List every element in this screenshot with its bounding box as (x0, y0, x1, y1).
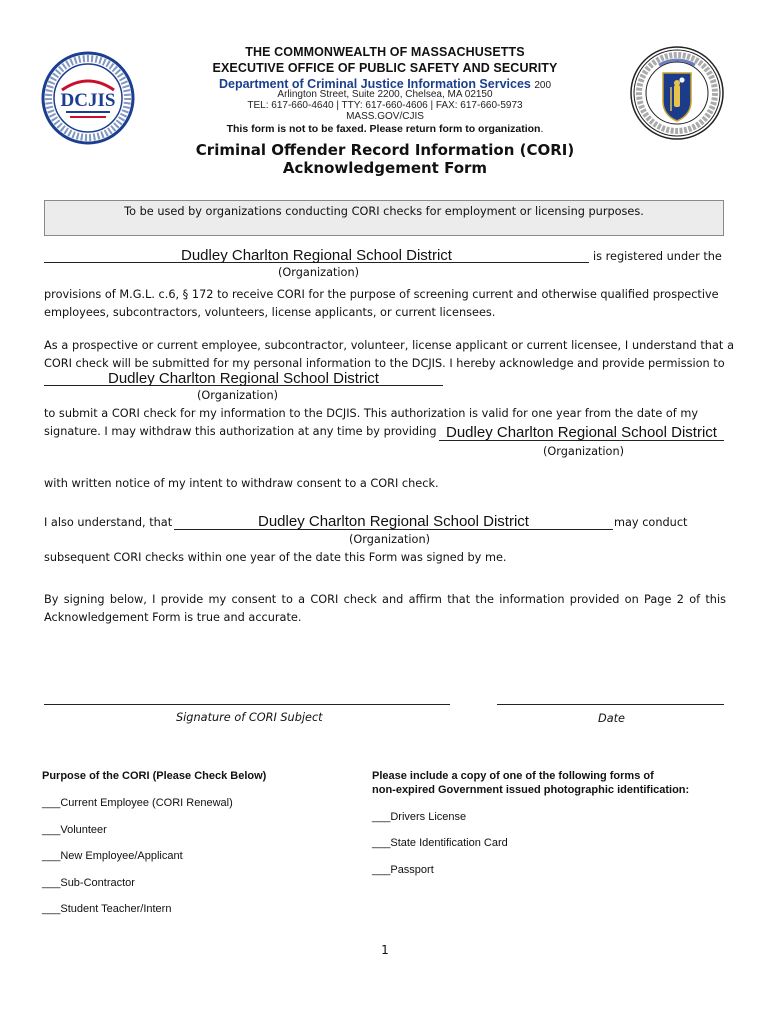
submit-text: to submit a CORI check for my information to the DCJIS. This authorization is valid for one year from the date of my (44, 407, 699, 420)
org-name-field-3[interactable]: Dudley Charlton Regional School District (446, 424, 717, 441)
header-address: Arlington Street, Suite 2200, Chelsea, MA 02150 (277, 89, 493, 100)
may-conduct-text: may conduct (614, 516, 688, 529)
org-label-4: (Organization) (349, 533, 431, 546)
registered-text: is registered under the (593, 250, 722, 263)
dcjis-logo (40, 50, 136, 146)
usage-banner-text: To be used by organizations conducting CORI checks for employment or licensing purposes. (124, 205, 644, 218)
fax-notice-text: This form is not to be faxed. Please return form to organization (226, 123, 541, 135)
withdraw-text: signature. I may withdraw this authorization at any time by providing (44, 425, 437, 438)
header-website: MASS.GOV/CJIS (346, 111, 424, 122)
purpose-option-student-teacher[interactable]: ___Student Teacher/Intern (42, 903, 172, 915)
id-option-drivers-license[interactable]: ___Drivers License (372, 811, 467, 823)
header-eopss: EXECUTIVE OFFICE OF PUBLIC SAFETY AND SECURITY (212, 61, 558, 75)
dcjis-logo-text: DCJIS (60, 90, 116, 111)
signature-label: Signature of CORI Subject (176, 711, 323, 724)
org-label-1: (Organization) (278, 266, 360, 279)
fax-notice-end: . (540, 123, 544, 135)
page-number: 1 (381, 943, 389, 957)
purpose-option-current-employee[interactable]: ___Current Employee (CORI Renewal) (42, 797, 233, 809)
purpose-option-new-employee[interactable]: ___New Employee/Applicant (42, 850, 183, 862)
org-name-field-1[interactable]: Dudley Charlton Regional School District (181, 247, 452, 264)
header-fax-notice (140, 123, 630, 135)
header-department-name: Department of Criminal Justice Information Services (218, 77, 531, 91)
org-label-3: (Organization) (543, 445, 625, 458)
consent-text: By signing below, I provide my consent to a CORI check and affirm that the information provided on Page 2 of this Acknowledgement Form is true and accurate. (44, 593, 726, 624)
header-phones: TEL: 617-660-4640 | TTY: 617-660-4606 | FAX: 617-660-5973 (247, 100, 523, 111)
id-heading-line2: non-expired Government issued photographic identification: (372, 784, 690, 796)
form-subtitle: Acknowledgement Form (282, 159, 488, 177)
purpose-option-volunteer[interactable]: ___Volunteer (42, 824, 107, 836)
id-option-passport[interactable]: ___Passport (372, 864, 434, 876)
form-title: Criminal Offender Record Information (CORI) (195, 141, 575, 159)
signature-line[interactable] (44, 704, 450, 705)
withdraw-notice-text: with written notice of my intent to withdraw consent to a CORI check. (44, 477, 439, 490)
massachusetts-seal (629, 45, 725, 141)
also-understand-text: I also understand, that (44, 516, 173, 529)
id-heading-line1: Please include a copy of one of the following forms of (372, 770, 654, 782)
subsequent-checks-text: subsequent CORI checks within one year of the date this Form was signed by me. (44, 551, 507, 564)
org-name-field-4[interactable]: Dudley Charlton Regional School District (258, 513, 529, 530)
purpose-option-sub-contractor[interactable]: ___Sub-Contractor (42, 877, 135, 889)
header-department-suffix: 200 (534, 80, 552, 91)
acknowledgement-text: As a prospective or current employee, subcontractor, volunteer, license applicant or current licensee, I understand that a CORI check will be submitted for my personal information to the DCJIS. I hereby acknowledge and provide permission to (44, 339, 734, 370)
header-commonwealth: THE COMMONWEALTH OF MASSACHUSETTS (245, 45, 525, 59)
date-label: Date (598, 712, 626, 725)
org-label-2: (Organization) (197, 389, 279, 402)
date-line[interactable] (497, 704, 724, 705)
id-option-state-id-card[interactable]: ___State Identification Card (372, 837, 508, 849)
org-name-field-2[interactable]: Dudley Charlton Regional School District (108, 370, 379, 387)
provisions-text: provisions of M.G.L. c.6, § 172 to receive CORI for the purpose of screening current and otherwise qualified prospective employees, subcontractors, volunteers, license applicants, or current licensees. (44, 288, 719, 319)
purpose-heading: Purpose of the CORI (Please Check Below) (42, 770, 267, 782)
